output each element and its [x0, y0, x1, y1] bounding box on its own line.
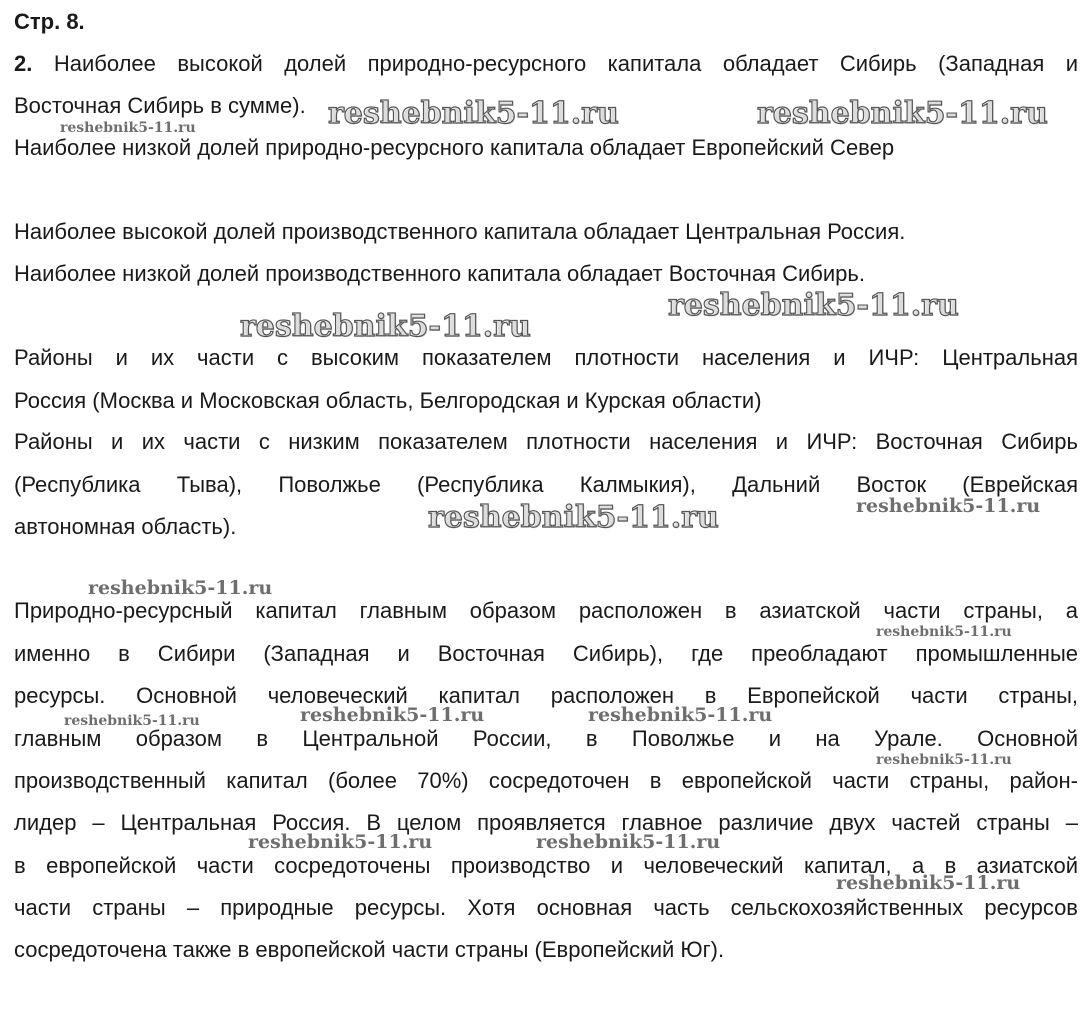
page-header: Стр. 8. [14, 9, 85, 34]
watermark: reshebnik5-11.ru [668, 288, 959, 323]
watermark: reshebnik5-11.ru [248, 831, 433, 853]
watermark: reshebnik5-11.ru [60, 120, 196, 136]
watermark: reshebnik5-11.ru [428, 500, 719, 535]
text-line-4: Наиболее высокой долей производственного капитала обладает Центральная Россия. [14, 219, 906, 244]
watermark: reshebnik5-11.ru [240, 309, 531, 344]
text-line-9: (Республика Тыва), Поволжье (Республика Калмыкия), Дальний Восток (Еврейская [14, 472, 1078, 497]
text-line-13: ресурсы. Основной человеческий капитал расположен в Европейской части страны, [14, 683, 1078, 708]
watermark: reshebnik5-11.ru [64, 713, 200, 729]
watermark: reshebnik5-11.ru [836, 872, 1021, 894]
text-line-8: Районы и их части с низким показателем плотности населения и ИЧР: Восточная Сибирь [14, 429, 1078, 454]
text-line-1-content: Наиболее высокой долей природно-ресурсного капитала обладает Сибирь (Западная и [53, 51, 1078, 76]
text-line-15: производственный капитал (более 70%) сосредоточен в европейской части страны, район- [14, 768, 1078, 793]
watermark: reshebnik5-11.ru [876, 624, 1012, 640]
text-line-10: автономная область). [14, 514, 237, 539]
watermark: reshebnik5-11.ru [328, 96, 619, 131]
text-line-11: Природно-ресурсный капитал главным образом расположен в азиатской части страны, а [14, 598, 1078, 623]
text-line-1 [14, 50, 1078, 78]
text-line-19: сосредоточена также в европейской части страны (Европейский Юг). [14, 937, 725, 962]
text-line-17: в европейской части сосредоточены производство и человеческий капитал, а в азиатской [14, 853, 1078, 878]
text-line-2: Восточная Сибирь в сумме). [14, 93, 306, 118]
text-line-12: именно в Сибири (Западная и Восточная Сибирь), где преобладают промышленные [14, 641, 1078, 666]
watermark: reshebnik5-11.ru [536, 831, 721, 853]
text-line-5: Наиболее низкой долей производственного капитала обладает Восточная Сибирь. [14, 261, 865, 286]
text-line-14: главным образом в Центральной России, в Поволжье и на Урале. Основной [14, 726, 1078, 751]
watermark: reshebnik5-11.ru [856, 495, 1041, 517]
watermark: reshebnik5-11.ru [876, 752, 1012, 768]
text-line-6: Районы и их части с высоким показателем плотности населения и ИЧР: Центральная [14, 345, 1078, 370]
text-line-18: части страны – природные ресурсы. Хотя основная часть сельскохозяйственных ресурсов [14, 895, 1078, 920]
text-line-3: Наиболее низкой долей природно-ресурсного капитала обладает Европейский Север [14, 135, 895, 160]
text-line-7: Россия (Москва и Московская область, Белгородская и Курская области) [14, 388, 762, 413]
text-line-16: лидер – Центральная Россия. В целом проявляется главное различие двух частей страны – [14, 810, 1078, 835]
watermark: reshebnik5-11.ru [300, 704, 485, 726]
watermark: reshebnik5-11.ru [588, 704, 773, 726]
task-number: 2. [14, 51, 33, 76]
watermark: reshebnik5-11.ru [757, 96, 1048, 131]
watermark: reshebnik5-11.ru [88, 577, 273, 599]
